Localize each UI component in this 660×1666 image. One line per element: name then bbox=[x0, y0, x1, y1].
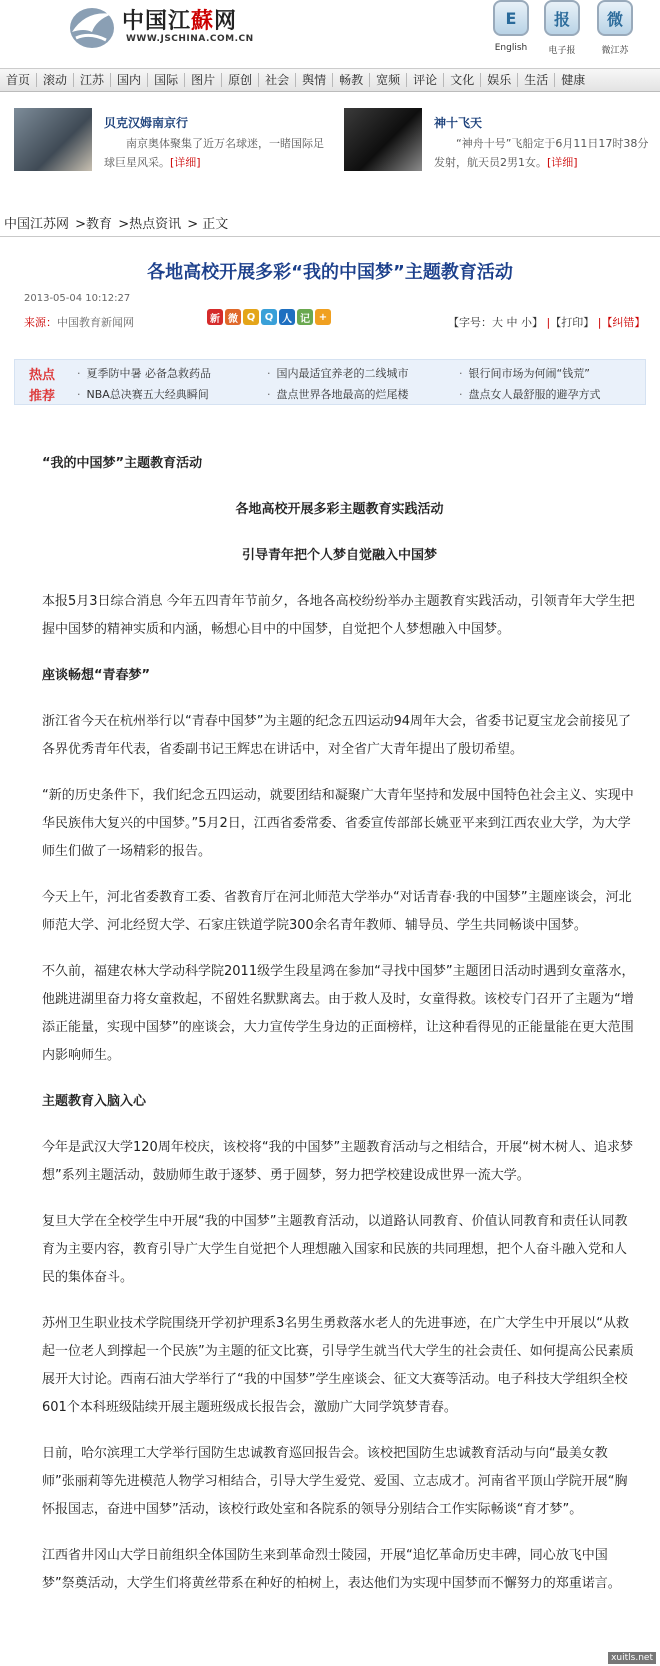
font-size-options[interactable]: 大 中 小 bbox=[492, 316, 532, 329]
article-paragraph: 本报5月3日综合消息 今年五四青年节前夕，各地各高校纷纷举办主题教育实践活动，引领青年大学生把握中国梦的精神实质和内涵，畅想心目中的中国梦，自觉把个人梦想融入中国梦。 bbox=[42, 594, 635, 637]
nav-item-video[interactable]: 宽频 bbox=[370, 73, 407, 87]
logo-text: 中国江蘇网 bbox=[122, 8, 238, 34]
breadcrumb bbox=[4, 213, 230, 232]
weibo-jiangsu-icon: 微 bbox=[597, 0, 633, 36]
featured-news-1-desc: 南京奥体聚集了近万名球迷，一睹国际足球巨星风采。[详细] bbox=[104, 137, 324, 169]
featured-news-1-photo[interactable] bbox=[14, 108, 92, 171]
featured-news-1[interactable] bbox=[14, 108, 324, 178]
hot-label: 热点 bbox=[29, 368, 56, 383]
article-subtitle: 各地高校开展多彩主题教育实践活动 bbox=[235, 502, 444, 517]
recommend-link[interactable]: · 盘点世界各地最高的烂尾楼 bbox=[267, 386, 409, 402]
nav-item-entertainment[interactable]: 娱乐 bbox=[481, 73, 518, 87]
recommend-link[interactable]: · NBA总决赛五大经典瞬间 bbox=[77, 386, 209, 402]
article-source: 来源：中国教育新闻网 bbox=[24, 316, 134, 329]
share-weibo-icon[interactable]: 微 bbox=[225, 309, 241, 325]
breadcrumb-home[interactable]: 中国江苏网 bbox=[4, 217, 70, 232]
hot-link[interactable]: · 夏季防中暑 必备急救药品 bbox=[77, 365, 211, 381]
english-label: English bbox=[494, 43, 528, 53]
english-link[interactable] bbox=[486, 0, 536, 62]
featured-news-1-detail-link[interactable]: [详细] bbox=[170, 156, 201, 169]
hot-link[interactable]: · 银行间市场为何闹“钱荒” bbox=[459, 365, 590, 381]
weibo-jiangsu-label: 微江苏 bbox=[601, 46, 629, 56]
article-paragraph: “新的历史条件下，我们纪念五四运动，就要团结和凝聚广大青年坚持和发展中国特色社会主义、实现中华民族伟大复兴的中国梦。”5月2日，江西省委常委、省委宣传部部长姚亚平来到江西农业大学，为大学师生们做了一场精彩的报告。 bbox=[42, 788, 634, 859]
nav-item-culture[interactable]: 文化 bbox=[444, 73, 481, 87]
article-source-link[interactable]: 中国教育新闻网 bbox=[57, 316, 134, 329]
epaper-label: 电子报 bbox=[548, 46, 576, 56]
breadcrumb-current: > 正文 bbox=[187, 217, 229, 232]
article-paragraph: 江西省井冈山大学日前组织全体国防生来到革命烈士陵园，开展“追忆革命历史丰碑，同心放飞中国梦”祭奠活动，大学生们将黄丝带系在种好的柏树上，表达他们为实现中国梦而不懈努力的郑重诺言。 bbox=[42, 1548, 621, 1591]
epaper-icon: 报 bbox=[544, 0, 580, 36]
article-section-heading: 主题教育入脑入心 bbox=[42, 1094, 147, 1109]
nav-item-comment[interactable]: 评论 bbox=[407, 73, 444, 87]
article-body bbox=[42, 450, 637, 1598]
hot-link[interactable]: · 国内最适宜养老的二线城市 bbox=[267, 365, 409, 381]
article-paragraph: 不久前，福建农林大学动科学院2011级学生段星鸿在参加“寻找中国梦”主题团日活动时遇到女童落水，他跳进湖里奋力将女童救起，不留姓名默默离去。由于救人及时，女童得救。该校专门召开了主题为“增添正能量，实现中国梦”的座谈会，大力宣传学生身边的正面榜样，让这种看得见的正能量能在更大范围内影响师生。 bbox=[42, 964, 635, 1063]
main-nav bbox=[0, 68, 660, 92]
featured-news-2-desc: “神舟十号”飞船定于6月11日17时38分发射，航天员2男1女。[详细] bbox=[434, 137, 649, 169]
share-qq-icon[interactable]: Q bbox=[261, 309, 277, 325]
nav-item-domestic[interactable]: 国内 bbox=[111, 73, 148, 87]
featured-news-1-title[interactable]: 贝克汉姆南京行 bbox=[104, 116, 189, 130]
print-button[interactable]: 【打印】 bbox=[550, 316, 595, 329]
share-qzone-icon[interactable]: Q bbox=[243, 309, 259, 325]
correct-button[interactable]: 【纠错】 bbox=[601, 316, 646, 329]
nav-item-jiangsu[interactable]: 江苏 bbox=[74, 73, 111, 87]
article-paragraph: 日前，哈尔滨理工大学举行国防生忠诚教育巡回报告会。该校把国防生忠诚教育活动与向“最美女教师”张丽莉等先进模范人物学习相结合，引导大学生爱党、爱国、立志成才。河南省平顶山学院开展“胸怀报国志，奋进中国梦”活动，该校行政处室和各院系的领导分别结合工作实际畅谈“育才梦”。 bbox=[42, 1446, 628, 1517]
featured-news-2[interactable] bbox=[344, 108, 654, 178]
breadcrumb-education[interactable]: >教育 bbox=[75, 217, 113, 232]
site-logo[interactable] bbox=[66, 2, 256, 50]
nav-item-home[interactable]: 首页 bbox=[0, 73, 37, 87]
watermark: xuitls.net bbox=[608, 1652, 656, 1664]
article-subtitle: 引导青年把个人梦自觉融入中国梦 bbox=[241, 548, 437, 563]
article-paragraph: “我的中国梦”主题教育活动 bbox=[42, 456, 203, 471]
recommend-link[interactable]: · 盘点女人最舒服的避孕方式 bbox=[459, 386, 601, 402]
share-bar bbox=[207, 309, 331, 325]
swallow-logo-icon bbox=[66, 2, 118, 50]
nav-item-opinion[interactable]: 舆情 bbox=[296, 73, 333, 87]
article-section-heading: 座谈畅想“青春梦” bbox=[42, 668, 151, 683]
article-title: 各地高校开展多彩“我的中国梦”主题教育活动 bbox=[147, 262, 513, 283]
share-renren-icon[interactable]: 人 bbox=[279, 309, 295, 325]
recommend-label: 推荐 bbox=[29, 389, 56, 404]
nav-item-health[interactable]: 健康 bbox=[561, 73, 586, 87]
nav-item-life[interactable]: 生活 bbox=[518, 73, 555, 87]
article-paragraph: 浙江省今天在杭州举行以“青春中国梦”为主题的纪念五四运动94周年大会，省委书记夏宝龙会前接见了各界优秀青年代表，省委副书记王辉忠在讲话中，对全省广大青年提出了殷切希望。 bbox=[42, 714, 632, 757]
divider bbox=[0, 236, 660, 237]
logo-url: WWW.JSCHINA.COM.CN bbox=[126, 34, 254, 44]
nav-item-education[interactable]: 畅教 bbox=[333, 73, 370, 87]
nav-item-pictures[interactable]: 图片 bbox=[185, 73, 222, 87]
article-tools: 【字号：大 中 小】 |【打印】 |【纠错】 bbox=[448, 316, 646, 329]
site-header bbox=[0, 0, 660, 68]
share-more-icon[interactable]: + bbox=[315, 309, 331, 325]
nav-item-scroll[interactable]: 滚动 bbox=[37, 73, 74, 87]
nav-item-international[interactable]: 国际 bbox=[148, 73, 185, 87]
epaper-link[interactable] bbox=[537, 0, 587, 62]
featured-news-2-detail-link[interactable]: [详细] bbox=[547, 156, 578, 169]
nav-item-society[interactable]: 社会 bbox=[259, 73, 296, 87]
nav-item-original[interactable]: 原创 bbox=[222, 73, 259, 87]
share-sina-icon[interactable]: 新 bbox=[207, 309, 223, 325]
article-paragraph: 复旦大学在全校学生中开展“我的中国梦”主题教育活动，以道路认同教育、价值认同教育和责任认同教育为主要内容，教育引导广大学生自觉把个人理想融入国家和民族的共同理想，把个人奋斗融入党和人民的集体奋斗。 bbox=[42, 1214, 628, 1285]
article-paragraph: 今年是武汉大学120周年校庆，该校将“我的中国梦”主题教育活动与之相结合，开展“树木树人、追求梦想”系列主题活动，鼓励师生敢于逐梦、勇于圆梦，努力把学校建设成世界一流大学。 bbox=[42, 1140, 634, 1183]
share-note-icon[interactable]: 记 bbox=[297, 309, 313, 325]
english-icon: E bbox=[493, 0, 529, 36]
hot-recommend-box bbox=[14, 359, 646, 405]
article-date: 2013-05-04 10:12:27 bbox=[24, 293, 131, 304]
featured-news-2-title[interactable]: 神十飞天 bbox=[434, 116, 483, 130]
featured-news-2-photo[interactable] bbox=[344, 108, 422, 171]
weibo-jiangsu-link[interactable] bbox=[590, 0, 640, 62]
article-paragraph: 苏州卫生职业技术学院围绕开学初护理系3名男生勇救落水老人的先进事迹，在广大学生中开展以“从救起一位老人到撑起一个民族”为主题的征文比赛，引导学生就当代大学生的社会责任、如何提高公民素质展开大讨论。西南石油大学举行了“我的中国梦”学生座谈会、征文大赛等活动。电子科技大学组织全校601个本科班级陆续开展主题班级成长报告会，激励广大同学筑梦青春。 bbox=[42, 1316, 634, 1415]
article-paragraph: 今天上午，河北省委教育工委、省教育厅在河北师范大学举办“对话青春·我的中国梦”主题座谈会，河北师范大学、河北经贸大学、石家庄铁道学院300余名青年教师、辅导员、学生共同畅谈中国梦。 bbox=[42, 890, 632, 933]
breadcrumb-hot-news[interactable]: >热点资讯 bbox=[118, 217, 182, 232]
